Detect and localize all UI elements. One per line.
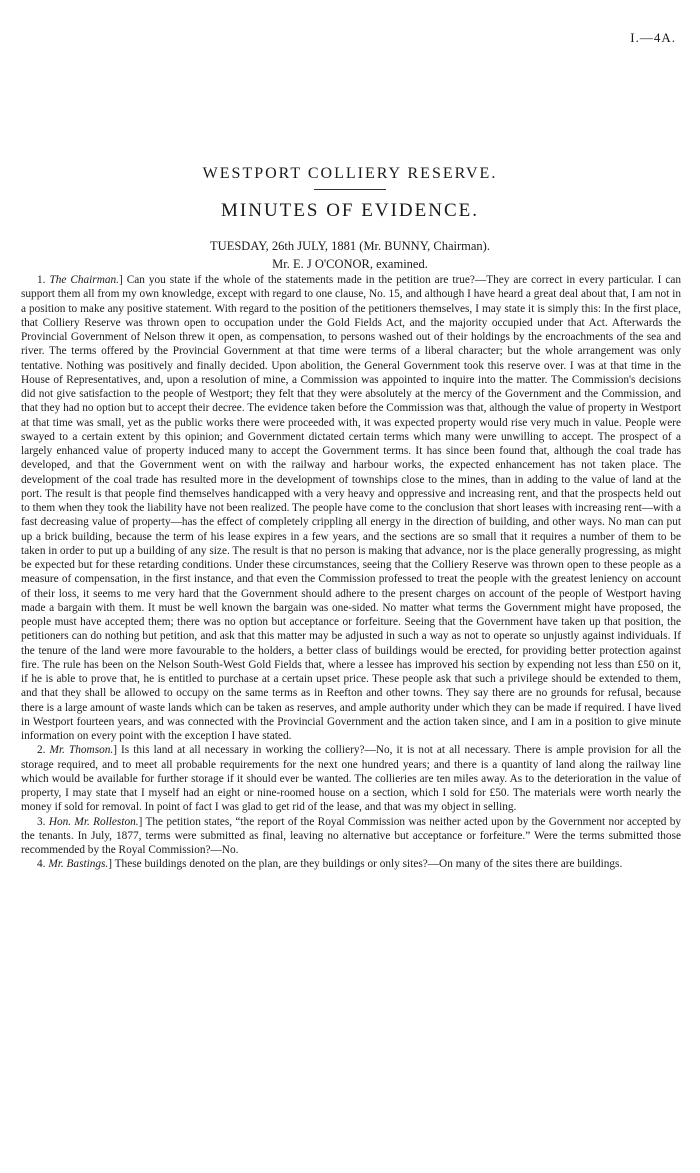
evidence-paragraph	[21, 273, 681, 743]
evidence-body	[21, 273, 681, 872]
paragraph-text: ] These buildings denoted on the plan, are they buildings or only sites?—On many of the sites there are buildings.	[108, 858, 623, 871]
speaker-name: Mr. Thomson.	[49, 744, 114, 757]
question-number: 3.	[37, 815, 46, 828]
witness-line: Mr. E. J O'CONOR, examined.	[272, 257, 428, 271]
document-subtitle: MINUTES OF EVIDENCE.	[221, 200, 479, 221]
document-title: WESTPORT COLLIERY RESERVE.	[202, 165, 498, 182]
page-reference: I.—4A.	[630, 30, 676, 45]
paragraph-text: ] The petition states, “the report of the Royal Commission was neither acted upon by the Government nor accepted by the tenants. In July, 1877, terms were submitted as final, leaving no alternative but acceptance or forfeiture.” Were the terms submitted those recommended by the Royal Commission?—No.	[21, 815, 681, 856]
paragraph-text: ] Is this land at all necessary in working the colliery?—No, it is not at all necessary. There is ample provision for all the storage required, and to meet all probable requirements for the next one hundred years; and there is a quantity of land along the railway line which would be available for further storage if it should ever be wanted. The collieries are ten miles away. As to the deterioration in the value of property, I may state that I myself had an eight or nine-roomed house on a section, which I sold for £50. The materials were worth nearly the money if sold for removal. In point of fact I was glad to get rid of the lease, and that was my object in selling.	[21, 744, 682, 814]
paragraph-text: ] Can you state if the whole of the statements made in the petition are true?—They are correct in every particular. I can support them all from my own knowledge, except with regard to one clause, No. 15, and although I have heard a great deal about that, I am not in a position to make any positive statement. With regard to the position of the petitioners themselves, I may state it is simply this: In the first place, that Colliery Reserve was thrown open to occupation under the Gold Fields Act, and the majority occupied under that Act. Afterwards the Provincial Government of Nelson threw it open, as compensation, to persons washed out of their holdings by the encroachments of the sea and river. The terms offered by the Provincial Government at that time were terms of a liberal character; but the whole arrangement was only tentative. Nothing was positively and finally decided. Upon abolition, the General Government took this reserve over. I was at that time in the House of Representatives, and, upon a resolution of mine, a Commission was appointed to inquire into the matter. The Commission's decisions did not give satisfaction to the people of Westport; they felt that they were absolutely at the mercy of the Government and the Commission, and that they had no option but to accept their decree. The evidence taken before the Commission was that, although the value of property in Westport at that time was small, yet as the public works there were proceeded with, it was expected property would rise very much in value. People were swayed to a certain extent by this opinion; and Government dictated certain terms which many were unwilling to accept. The prospect of a largely enhanced value of property induced many to accept the Government terms. It has since been found that, although the coal trade has developed, and that the Government went on with the railway and harbour works, the expected enhancement has not taken place. The development of the coal trade has resulted more in the development of townships close to the mines, than in adding to the value of land at the port. The result is that people find themselves handicapped with a very heavy and oppressive and increasing rent, and that the prospects held out to them when they took the liability have not been realized. The people have come to the conclusion that short leases with increasing rent—with a fast decreasing value of property—has the effect of completely crippling all energy in the direction of building, and other ways. No man can put up a brick building, because the term of his lease expires in a few years, and the sections are so small that it requires a number of them to be taken in order to put up a building of any size. The result is that no person is making that advance, nor is the place generally progressing, as might be expected but for these retarding conditions. Under these circumstances, seeing that the Colliery Reserve was thrown open to these people as a measure of compensation, in the first instance, and that even the Commission professed to treat the people with the greatest leniency on account of their loss, it seems to me very hard that the Government should adhere to the present charges on account of the people of Westport having made a bargain with them. It must be well known the bargain was one-sided. No matter what terms the Government might have proposed, the people must have accepted them; there was no option but acceptance or forfeiture. Seeing that the Government have taken up that position, the petitioners can do nothing but petition, and ask that this matter may be adjusted in such a way as not to operate so unjustly against individuals. If the tenure of the land were more favourable to the holders, a better class of buildings would be erected, for providing better protection against fire. The rule has been on the Nelson South-West Gold Fields that, where a lessee has improved his section by expending not less than £50 on it, if he is able to prove that, he is entitled to purchase at a certain upset price. These people ask that such a privilege should be extended to them, and that they shall be allowed to occupy on the same terms as in Reefton and other towns. They say there are no grounds for refusal, because there is a large amount of waste lands which can be taken as reserves, and ample authority under which they can be made if required. I have lived in Westport fourteen years, and was connected with the Provincial Government and the action taken since, and I am in a position to give minute information on every point with the exception I have stated.	[21, 274, 682, 742]
question-number: 1.	[37, 274, 46, 286]
speaker-name: Mr. Bastings.	[48, 858, 109, 871]
evidence-paragraph	[21, 815, 681, 858]
session-dateline: TUESDAY, 26th JULY, 1881 (Mr. BUNNY, Chairman).	[210, 239, 490, 253]
speaker-name: Hon. Mr. Rolleston.	[48, 815, 139, 828]
question-number: 4.	[37, 858, 46, 871]
evidence-paragraph	[21, 857, 681, 871]
evidence-paragraph	[21, 743, 681, 814]
question-number: 2.	[37, 744, 46, 757]
title-rule	[314, 189, 386, 190]
speaker-name: The Chairman.	[49, 274, 119, 286]
